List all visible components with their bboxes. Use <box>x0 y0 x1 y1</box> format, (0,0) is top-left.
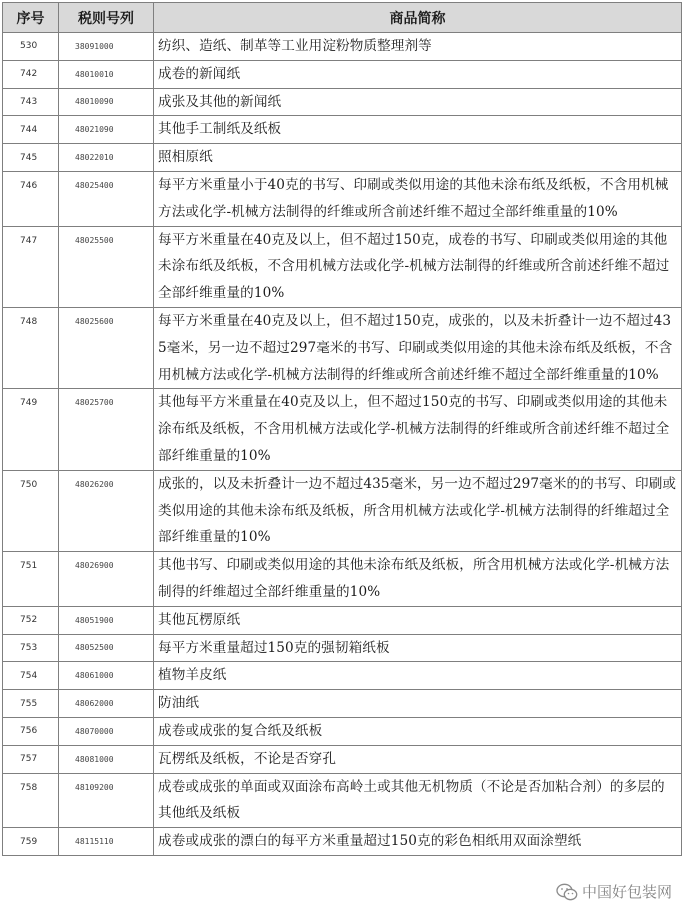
row-name: 其他手工制纸及纸板 <box>154 116 682 144</box>
row-seq: 748 <box>3 307 59 388</box>
row-name: 成卷或成张的复合纸及纸板 <box>154 717 682 745</box>
table-row <box>3 606 682 634</box>
row-code: 48010090 <box>59 88 154 116</box>
row-code: 48025400 <box>59 171 154 226</box>
row-seq: 758 <box>3 773 59 828</box>
row-code: 48025700 <box>59 389 154 470</box>
table-row <box>3 634 682 662</box>
table-row <box>3 662 682 690</box>
wechat-icon <box>556 883 578 901</box>
row-seq: 756 <box>3 717 59 745</box>
row-name: 植物羊皮纸 <box>154 662 682 690</box>
row-seq: 757 <box>3 745 59 773</box>
row-seq: 743 <box>3 88 59 116</box>
header-code: 税则号列 <box>59 3 154 33</box>
row-code: 48051900 <box>59 606 154 634</box>
row-code: 48021090 <box>59 116 154 144</box>
row-code: 48109200 <box>59 773 154 828</box>
row-seq: 753 <box>3 634 59 662</box>
row-seq: 750 <box>3 470 59 551</box>
row-name: 其他书写、印刷或类似用途的其他未涂布纸及纸板，所含用机械方法或化学-机械方法制得的纤维超过全部纤维重量的10% <box>154 552 682 607</box>
row-seq: 744 <box>3 116 59 144</box>
table-body <box>3 33 682 856</box>
table-row <box>3 690 682 718</box>
table-row <box>3 389 682 470</box>
row-name: 成卷或成张的单面或双面涂布高岭土或其他无机物质（不论是否加粘合剂）的多层的其他纸及纸板 <box>154 773 682 828</box>
table-row <box>3 717 682 745</box>
table-row <box>3 773 682 828</box>
row-name: 每平方米重量在40克及以上，但不超过150克，成张的，以及未折叠计一边不超过435毫米，另一边不超过297毫米的书写、印刷或类似用途的其他未涂布纸及纸板，不含用机械方法或化学-机械方法制得的纤维或所含前述纤维不超过全部纤维重量的10% <box>154 307 682 388</box>
watermark-text: 中国好包装网 <box>581 883 672 901</box>
row-code: 48026200 <box>59 470 154 551</box>
table-header-row <box>3 3 682 33</box>
row-code: 48026900 <box>59 552 154 607</box>
row-code: 48062000 <box>59 690 154 718</box>
table-row <box>3 171 682 226</box>
row-name: 瓦楞纸及纸板，不论是否穿孔 <box>154 745 682 773</box>
row-seq: 747 <box>3 226 59 307</box>
row-code: 48081000 <box>59 745 154 773</box>
table-row <box>3 470 682 551</box>
table-row <box>3 307 682 388</box>
row-name: 其他瓦楞原纸 <box>154 606 682 634</box>
row-code: 48061000 <box>59 662 154 690</box>
row-seq: 759 <box>3 828 59 856</box>
table-row <box>3 745 682 773</box>
row-name: 成张及其他的新闻纸 <box>154 88 682 116</box>
row-name: 照相原纸 <box>154 144 682 172</box>
table-row <box>3 88 682 116</box>
row-seq: 754 <box>3 662 59 690</box>
row-name: 每平方米重量小于40克的书写、印刷或类似用途的其他未涂布纸及纸板，不含用机械方法或化学-机械方法制得的纤维或所含前述纤维不超过全部纤维重量的10% <box>154 171 682 226</box>
row-code: 48025500 <box>59 226 154 307</box>
header-seq: 序号 <box>3 3 59 33</box>
table-row <box>3 144 682 172</box>
table-row <box>3 33 682 61</box>
row-name: 成张的，以及未折叠计一边不超过435毫米，另一边不超过297毫米的的书写、印刷或类似用途的其他未涂布纸及纸板，所含用机械方法或化学-机械方法制得的纤维超过全部纤维重量的10% <box>154 470 682 551</box>
row-code: 38091000 <box>59 33 154 61</box>
row-seq: 742 <box>3 60 59 88</box>
header-name: 商品简称 <box>154 3 682 33</box>
row-code: 48022010 <box>59 144 154 172</box>
row-name: 其他每平方米重量在40克及以上，但不超过150克的书写、印刷或类似用途的其他未涂布纸及纸板，不含用机械方法或化学-机械方法制得的纤维或所含前述纤维不超过全部纤维重量的10% <box>154 389 682 470</box>
row-name: 每平方米重量超过150克的强韧箱纸板 <box>154 634 682 662</box>
watermark <box>556 881 672 902</box>
row-seq: 755 <box>3 690 59 718</box>
table-row <box>3 116 682 144</box>
row-seq: 745 <box>3 144 59 172</box>
table-row <box>3 552 682 607</box>
row-name: 成卷的新闻纸 <box>154 60 682 88</box>
row-name: 纺织、造纸、制革等工业用淀粉物质整理剂等 <box>154 33 682 61</box>
row-name: 成卷或成张的漂白的每平方米重量超过150克的彩色相纸用双面涂塑纸 <box>154 828 682 856</box>
row-code: 48115110 <box>59 828 154 856</box>
row-seq: 752 <box>3 606 59 634</box>
table-row <box>3 226 682 307</box>
row-seq: 751 <box>3 552 59 607</box>
row-name: 防油纸 <box>154 690 682 718</box>
row-name: 每平方米重量在40克及以上，但不超过150克，成卷的书写、印刷或类似用途的其他未涂布纸及纸板，不含用机械方法或化学-机械方法制得的纤维或所含前述纤维不超过全部纤维重量的10% <box>154 226 682 307</box>
row-code: 48025600 <box>59 307 154 388</box>
row-seq: 746 <box>3 171 59 226</box>
table-row <box>3 828 682 856</box>
row-code: 48010010 <box>59 60 154 88</box>
row-seq: 530 <box>3 33 59 61</box>
row-code: 48052500 <box>59 634 154 662</box>
tariff-table <box>2 2 682 856</box>
row-code: 48070000 <box>59 717 154 745</box>
row-seq: 749 <box>3 389 59 470</box>
table-row <box>3 60 682 88</box>
